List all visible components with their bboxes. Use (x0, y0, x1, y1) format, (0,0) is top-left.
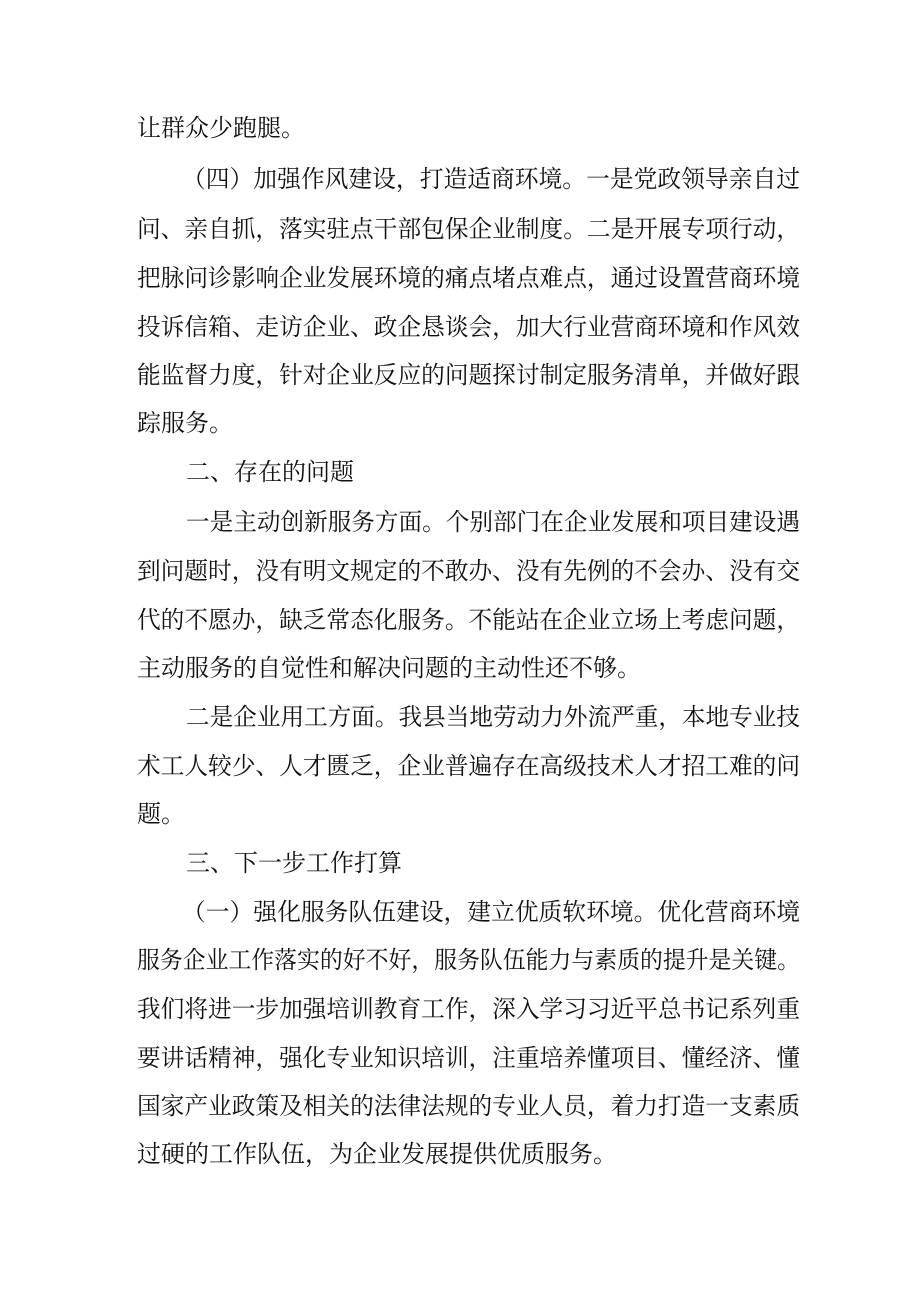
section-heading: 二、存在的问题 (186, 458, 354, 486)
text-line: 踪服务。 (137, 409, 233, 437)
text-line: 投诉信箱、走访企业、政企恳谈会，加大行业营商环境和作风效 (137, 313, 800, 341)
text-line: 问、亲自抓，落实驻点干部包保企业制度。二是开展专项行动， (137, 215, 800, 243)
text-line: （一）强化服务队伍建设，建立优质软环境。优化营商环境 (182, 898, 801, 926)
text-line: 主动服务的自觉性和解决问题的主动性还不够。 (137, 654, 641, 682)
text-line: 代的不愿办，缺乏常态化服务。不能站在企业立场上考虑问题， (137, 606, 800, 634)
text-line: 一是主动创新服务方面。个别部门在企业发展和项目建设遇 (186, 508, 801, 536)
text-line: 二是企业用工方面。我县当地劳动力外流严重，本地专业技 (186, 703, 801, 731)
text-line: 能监督力度，针对企业反应的问题探讨制定服务清单，并做好跟 (137, 361, 800, 389)
text-line: 把脉问诊影响企业发展环境的痛点堵点难点，通过设置营商环境 (137, 264, 800, 292)
text-line: 服务企业工作落实的好不好，服务队伍能力与素质的提升是关键。 (137, 946, 801, 974)
text-line: 过硬的工作队伍，为企业发展提供优质服务。 (137, 1140, 617, 1168)
text-line: 要讲话精神，强化专业知识培训，注重培养懂项目、懂经济、懂 (137, 1044, 800, 1072)
text-line: （四）加强作风建设，打造适商环境。一是党政领导亲自过 (182, 165, 801, 193)
text-line: 题。 (137, 800, 185, 828)
text-line: 我们将进一步加强培训教育工作，深入学习习近平总书记系列重 (137, 995, 800, 1023)
text-line: 到问题时，没有明文规定的不敢办、没有先例的不会办、没有交 (137, 557, 800, 585)
section-heading: 三、下一步工作打算 (186, 849, 402, 877)
text-line: 让群众少跑腿。 (137, 114, 305, 142)
text-line: 术工人较少、人才匮乏，企业普遍存在高级技术人才招工难的问 (137, 752, 800, 780)
text-line: 国家产业政策及相关的法律法规的专业人员，着力打造一支素质 (137, 1092, 800, 1120)
